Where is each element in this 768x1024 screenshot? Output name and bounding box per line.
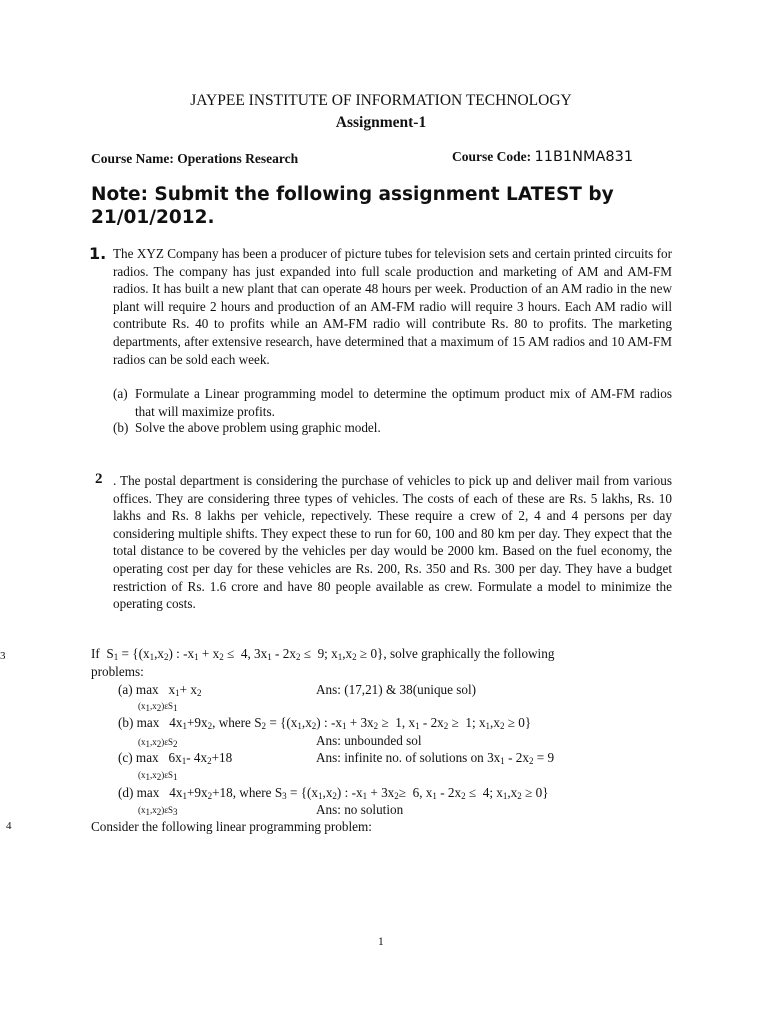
part-b-text: Solve the above problem using graphic model. bbox=[135, 420, 381, 435]
question-1-part-b bbox=[113, 419, 672, 437]
problem-b-label: (b) max bbox=[118, 715, 160, 730]
problem-a-domain: $(x_1,x_2)\varepsilon S_1$ bbox=[138, 701, 178, 713]
submission-note: Note: Submit the following assignment LATEST by 21/01/2012. bbox=[91, 184, 614, 228]
part-b-label: (b) bbox=[113, 420, 129, 435]
problem-c-answer: Ans: infinite no. of solutions on $3x_1 - 2x_2 = 9$ bbox=[316, 750, 555, 766]
question-1-number: 1. bbox=[89, 244, 107, 263]
problem-b-answer: Ans: unbounded sol bbox=[316, 733, 422, 748]
problem-b-domain: $(x_1,x_2)\varepsilon S_2$ bbox=[138, 737, 178, 749]
problem-a: (a) $\max x_1+ x_2$ bbox=[118, 682, 202, 698]
problem-c-domain: $(x_1,x_2)\varepsilon S_1$ bbox=[138, 770, 178, 782]
question-4-text: Consider the following linear programming problem: bbox=[91, 819, 372, 834]
question-2-text: . The postal department is considering the purchase of vehicles to pick up and deliver mail from various offices. They are considering three types of vehicles. The costs of each of these are Rs. 5 lakhs, Rs. 10 lakhs and Rs. 8 lakhs per vehicle, repectively. These require a crew of 2, 4 and 4 persons per day considering multiple shifts. They expect these to run for 60, 100 and 80 km per day. They expect that the total distance to be covered by the vehicles per day would be 2000 km. Based on the fuel economy, the operating cost per day for these vehicles are Rs. 200, Rs. 350 and Rs. 300 per day. They have a budget restriction of Rs. 1.6 crore and have 80 people available as crew. Formulate a model to minimize the operating costs. bbox=[113, 473, 672, 612]
problem-b: (b) $\max 4x_1+9x_2$, where $S_2 = \{(x_1,x_2)$ : $-x_1 + 3x_2 \ge 1$, $x_1 - 2x_2 \ge 1$; $x_1,x_2 \ge 0$} bbox=[118, 715, 532, 731]
question-3-problems: problems: bbox=[91, 664, 144, 679]
problem-d-answer: Ans: no solution bbox=[316, 802, 404, 817]
problem-d-domain: $(x_1,x_2)\varepsilon S_3$ bbox=[138, 805, 178, 817]
problem-c-answer-prefix: Ans: infinite no. of solutions on bbox=[316, 750, 484, 765]
question-2-number: 2 bbox=[95, 471, 103, 487]
question-1-part-a bbox=[113, 385, 672, 420]
question-4-number: 4 bbox=[6, 820, 12, 832]
course-code-label: Course Code: bbox=[452, 149, 532, 164]
institute-title: JAYPEE INSTITUTE OF INFORMATION TECHNOLOGY bbox=[190, 92, 572, 109]
problem-a-label: (a) max bbox=[118, 682, 159, 697]
question-3-intro-tail: solve graphically the following bbox=[389, 646, 555, 661]
problem-d: (d) $\max 4x_1+9x_2+18$, where $S_3 = \{(x_1,x_2)$ : $-x_1 + 3x_2\ge 6$, $x_1 - 2x_2 \le 4$; $x_1,x_2 \ge 0$} bbox=[118, 785, 549, 801]
course-code-value: 11B1NMA831 bbox=[534, 149, 634, 165]
page-number: 1 bbox=[378, 936, 384, 948]
question-3-number: 3 bbox=[0, 650, 6, 662]
course-code bbox=[452, 149, 633, 165]
problem-d-label: (d) max bbox=[118, 785, 160, 800]
question-3-intro: If $S_1 = \{(x_1,x_2)$ : $-x_1 + x_2 \le 4$, $3x_1 - 2x_2 \le 9$; $x_1,x_2 \ge 0$}, solve graphically the following bbox=[91, 646, 555, 662]
question-1-text: The XYZ Company has been a producer of picture tubes for television sets and certain printed circuits for radios. The company has just expanded into full scale production and marketing of AM and AM-FM radios. It has built a new plant that can operate 48 hours per week. Production of an AM radio in the new plant will require 2 hours and production of an AM-FM radio will require 3 hours. Each AM radio will contribute Rs. 40 to profits while an AM-FM radio will contribute Rs. 80 to profits. The marketing departments, after extensive research, have determined that a maximum of 15 AM radios and 10 AM-FM radios can be sold each week. bbox=[113, 246, 672, 367]
assignment-title: Assignment-1 bbox=[335, 114, 427, 131]
part-a-text: Formulate a Linear programming model to determine the optimum product mix of AM-FM radios that will maximize profits. bbox=[135, 386, 672, 419]
course-name: Course Name: Operations Research bbox=[91, 151, 299, 166]
problem-c: (c) $\max 6x_1-$ $4x_2+18$ bbox=[118, 750, 233, 766]
problem-a-answer: Ans: (17,21) & 38(unique sol) bbox=[316, 682, 477, 697]
part-a-label: (a) bbox=[113, 386, 128, 401]
problem-c-label: (c) max bbox=[118, 750, 159, 765]
